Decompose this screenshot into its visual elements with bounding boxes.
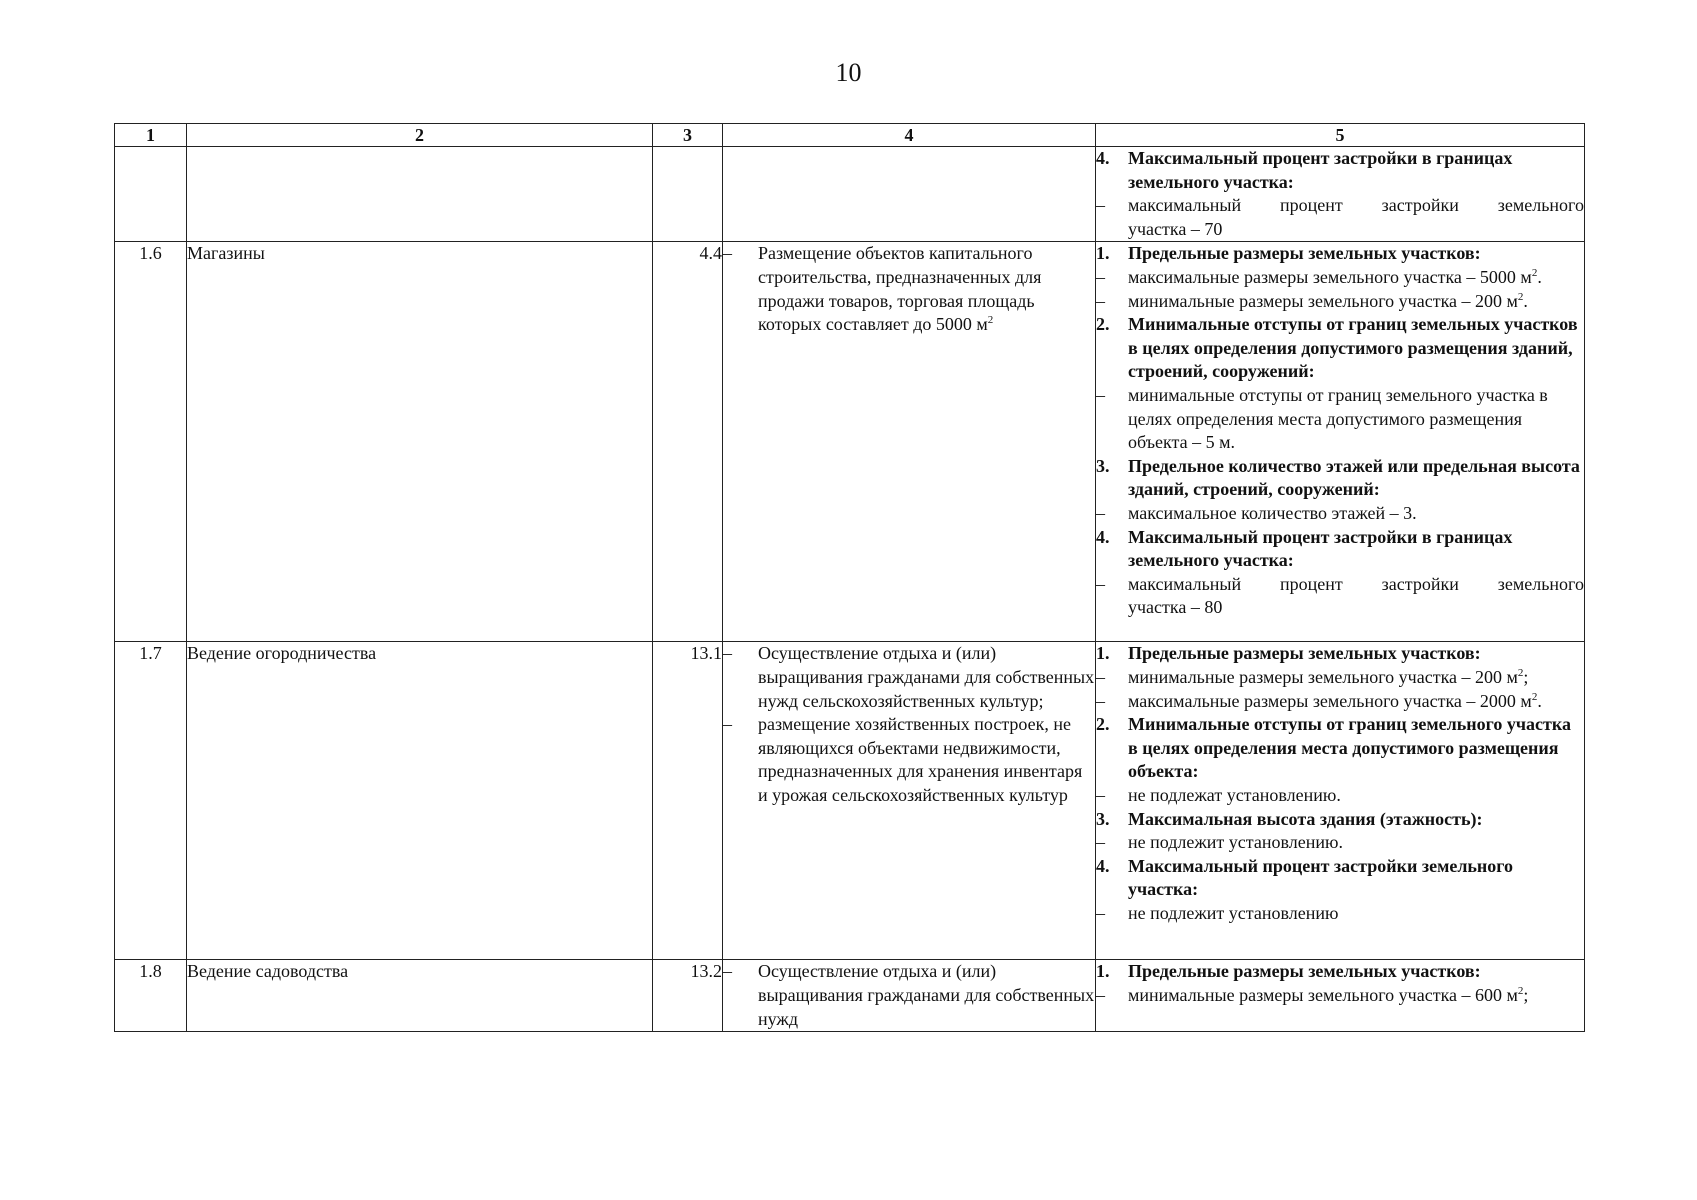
table-row bbox=[115, 960, 1585, 1032]
header-col-5: 5 bbox=[1096, 124, 1585, 147]
item-marker: 1. bbox=[1096, 643, 1110, 664]
use-description bbox=[723, 642, 1096, 960]
superscript: 2 bbox=[1517, 984, 1524, 997]
use-type-code: 4.4 bbox=[653, 242, 723, 642]
description-text: Размещение объектов капитального строительства, предназначенных для продажи товаров, торговая площадь которых составляет до 5000 м bbox=[758, 243, 1042, 335]
description-item bbox=[723, 713, 1095, 807]
parameter-item bbox=[1096, 266, 1584, 290]
superscript: 2 bbox=[1517, 290, 1524, 303]
parameter-heading bbox=[1096, 526, 1584, 573]
item-marker: – bbox=[1096, 984, 1105, 1005]
parameter-item bbox=[1096, 290, 1584, 314]
dash-marker: – bbox=[723, 643, 732, 664]
parameter-text: минимальные размеры земельного участка – 200 м bbox=[1128, 290, 1518, 311]
use-description bbox=[723, 960, 1096, 1032]
item-marker: 1. bbox=[1096, 961, 1110, 982]
parameter-text: Минимальные отступы от границ земельного участка в целях определения места допустимого размещения объекта: bbox=[1128, 714, 1571, 782]
use-type-code: 13.2 bbox=[653, 960, 723, 1032]
table-body bbox=[115, 147, 1585, 1032]
parameter-item bbox=[1096, 502, 1584, 526]
parameter-text: минимальные размеры земельного участка – 200 м bbox=[1128, 666, 1518, 687]
item-marker: – bbox=[1096, 266, 1105, 287]
table-row bbox=[115, 642, 1585, 960]
item-marker: 3. bbox=[1096, 455, 1110, 476]
item-marker: – bbox=[1096, 666, 1105, 687]
parameter-heading bbox=[1096, 642, 1584, 666]
parameter-punctuation: ; bbox=[1523, 666, 1529, 687]
parameter-heading bbox=[1096, 855, 1584, 902]
item-marker: 2. bbox=[1096, 314, 1110, 335]
item-marker: – bbox=[1096, 902, 1105, 923]
parameter-heading bbox=[1096, 313, 1584, 384]
parameter-item bbox=[1096, 690, 1584, 714]
parameter-text: Максимальный процент застройки земельного участка: bbox=[1128, 855, 1514, 900]
item-marker: 3. bbox=[1096, 808, 1110, 829]
item-marker: 2. bbox=[1096, 714, 1110, 735]
header-col-4: 4 bbox=[723, 124, 1096, 147]
superscript: 2 bbox=[1531, 690, 1538, 703]
superscript: 2 bbox=[1531, 266, 1538, 279]
parameter-text: минимальные размеры земельного участка – 600 м bbox=[1128, 984, 1518, 1005]
parameter-heading bbox=[1096, 242, 1584, 266]
dash-marker: – bbox=[723, 243, 732, 264]
parameter-heading bbox=[1096, 455, 1584, 502]
description-text: размещение хозяйственных построек, не являющихся объектами недвижимости, предназначенных для хранения инвентаря и урожая сельскохозяйственных культур bbox=[758, 714, 1083, 805]
parameter-item bbox=[1096, 902, 1584, 926]
header-row bbox=[115, 124, 1585, 147]
page-number: 10 bbox=[835, 58, 862, 87]
table-row bbox=[115, 147, 1585, 242]
item-marker: – bbox=[1096, 784, 1105, 805]
parameter-text: Максимальная высота здания (этажность): bbox=[1128, 808, 1483, 829]
parameter-punctuation: . bbox=[1537, 690, 1542, 711]
description-item bbox=[723, 960, 1095, 1031]
parameter-text: Предельные размеры земельных участков: bbox=[1128, 961, 1481, 982]
row-number bbox=[115, 147, 187, 242]
item-marker: – bbox=[1096, 384, 1105, 405]
table-row bbox=[115, 242, 1585, 642]
item-marker: – bbox=[1096, 195, 1105, 216]
header-col-3: 3 bbox=[653, 124, 723, 147]
superscript: 2 bbox=[1517, 666, 1524, 679]
dash-marker: – bbox=[723, 961, 732, 982]
item-marker: – bbox=[1096, 832, 1105, 853]
description-text: Осуществление отдыха и (или) выращивания гражданами для собственных нужд bbox=[758, 961, 1095, 1029]
parameter-text: Предельное количество этажей или предельная высота зданий, строений, сооружений: bbox=[1128, 455, 1580, 500]
description-item bbox=[723, 642, 1095, 713]
row-number: 1.7 bbox=[115, 642, 187, 960]
parameters-cell bbox=[1096, 242, 1585, 642]
use-type-name: Магазины bbox=[187, 242, 653, 642]
parameter-item bbox=[1096, 831, 1584, 855]
item-marker: – bbox=[1096, 290, 1105, 311]
use-type-code bbox=[653, 147, 723, 242]
header-col-2: 2 bbox=[187, 124, 653, 147]
row-number: 1.6 bbox=[115, 242, 187, 642]
parameters-cell bbox=[1096, 960, 1585, 1032]
parameter-text: максимальные размеры земельного участка – 2000 м bbox=[1128, 690, 1532, 711]
parameter-text: Минимальные отступы от границ земельных участков в целях определения допустимого размещения зданий, строений, сооружений: bbox=[1128, 314, 1578, 382]
parameter-text: Максимальный процент застройки в границах земельного участка: bbox=[1128, 526, 1513, 571]
parameter-text-continued: участка – 70 bbox=[1128, 218, 1223, 239]
parameter-heading bbox=[1096, 713, 1584, 784]
parameter-text: не подлежат установлению. bbox=[1128, 784, 1341, 805]
use-type-name: Ведение садоводства bbox=[187, 960, 653, 1032]
description-item bbox=[723, 242, 1095, 336]
parameter-text: Предельные размеры земельных участков: bbox=[1128, 243, 1481, 264]
parameters-cell bbox=[1096, 642, 1585, 960]
parameter-text: максимальный процент застройки земельного bbox=[1128, 195, 1584, 216]
parameter-item bbox=[1096, 194, 1584, 241]
parameter-punctuation: . bbox=[1537, 266, 1542, 287]
item-marker: – bbox=[1096, 502, 1105, 523]
item-marker: 4. bbox=[1096, 526, 1110, 547]
zoning-table bbox=[114, 123, 1585, 1032]
item-marker: 4. bbox=[1096, 148, 1110, 168]
parameter-text: максимальный процент застройки земельного bbox=[1128, 573, 1584, 594]
parameter-text: Предельные размеры земельных участков: bbox=[1128, 643, 1481, 664]
parameter-item bbox=[1096, 666, 1584, 690]
parameter-text: не подлежит установлению bbox=[1128, 902, 1339, 923]
parameter-heading bbox=[1096, 147, 1584, 194]
parameter-text: минимальные отступы от границ земельного участка в целях определения места допустимого размещения объекта – 5 м. bbox=[1128, 384, 1548, 453]
parameter-text-continued: участка – 80 bbox=[1128, 597, 1223, 618]
header-col-1: 1 bbox=[115, 124, 187, 147]
superscript: 2 bbox=[987, 314, 994, 327]
dash-marker: – bbox=[723, 714, 732, 735]
parameter-heading bbox=[1096, 960, 1584, 984]
parameter-text: не подлежит установлению. bbox=[1128, 832, 1343, 853]
description-text: Осуществление отдыха и (или) выращивания гражданами для собственных нужд сельскохозяйственных культур; bbox=[758, 643, 1095, 711]
item-marker: 4. bbox=[1096, 855, 1110, 876]
parameter-text: Максимальный процент застройки в границах земельного участка: bbox=[1128, 148, 1513, 192]
row-number: 1.8 bbox=[115, 960, 187, 1032]
use-description bbox=[723, 147, 1096, 242]
parameters-cell bbox=[1096, 147, 1585, 242]
item-marker: 1. bbox=[1096, 243, 1110, 264]
use-description bbox=[723, 242, 1096, 642]
parameter-punctuation: ; bbox=[1523, 984, 1529, 1005]
parameter-heading bbox=[1096, 808, 1584, 832]
use-type-name: Ведение огородничества bbox=[187, 642, 653, 960]
parameter-text: максимальные размеры земельного участка – 5000 м bbox=[1128, 266, 1532, 287]
parameter-item bbox=[1096, 784, 1584, 808]
parameter-punctuation: . bbox=[1523, 290, 1528, 311]
parameter-item bbox=[1096, 384, 1584, 455]
item-marker: – bbox=[1096, 690, 1105, 711]
parameter-item bbox=[1096, 984, 1584, 1008]
parameter-text: максимальное количество этажей – 3. bbox=[1128, 502, 1417, 523]
use-type-name bbox=[187, 147, 653, 242]
use-type-code: 13.1 bbox=[653, 642, 723, 960]
item-marker: – bbox=[1096, 573, 1105, 594]
parameter-item bbox=[1096, 573, 1584, 620]
